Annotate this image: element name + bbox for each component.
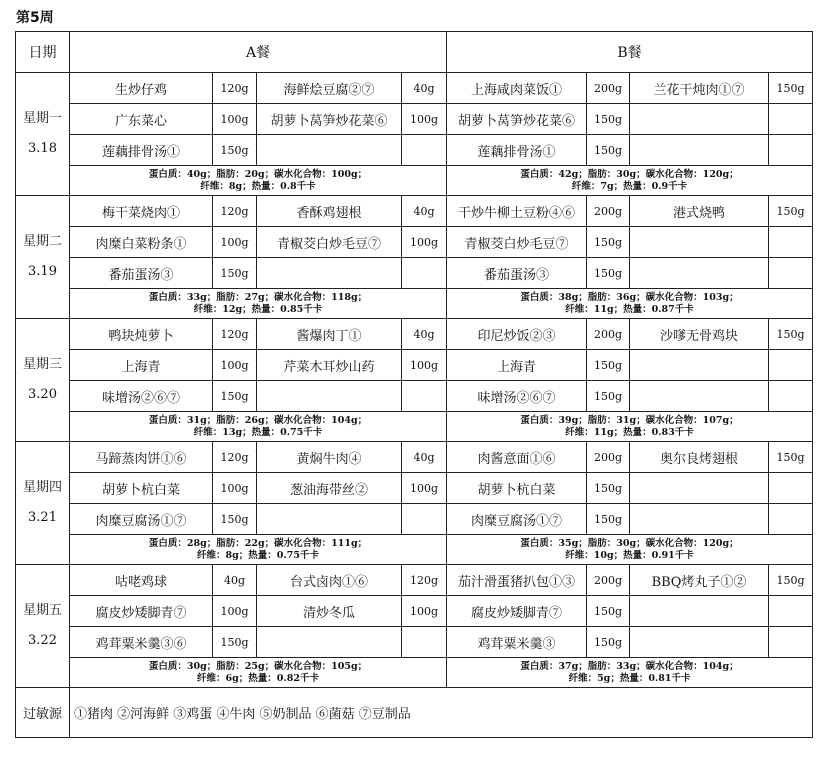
nutrition-line-1: 蛋白质：39g；脂肪：31g；碳水化合物：107g； <box>520 414 739 426</box>
dish-row <box>16 596 813 627</box>
dish-row <box>16 442 813 473</box>
nutrition-line-1: 蛋白质：31g；脂肪：26g；碳水化合物：104g； <box>148 414 368 426</box>
dish-cell: 腐皮炒矮脚青⑦ <box>447 596 587 627</box>
nutrition-b <box>447 658 813 688</box>
portion-cell: 150g <box>213 135 257 166</box>
nutrition-b <box>447 412 813 442</box>
portion-cell <box>769 627 813 658</box>
dish-cell <box>257 381 402 412</box>
dish-cell: 胡萝卜杭白菜 <box>447 473 587 504</box>
dish-cell: 酱爆肉丁① <box>257 319 402 350</box>
portion-cell: 150g <box>213 381 257 412</box>
dish-cell <box>630 258 769 289</box>
dish-cell: 广东菜心 <box>70 104 213 135</box>
dish-cell: 味增汤②⑥⑦ <box>70 381 213 412</box>
dish-cell: 胡萝卜莴笋炒花菜⑥ <box>257 104 402 135</box>
portion-cell: 100g <box>213 596 257 627</box>
portion-cell <box>769 381 813 412</box>
nutrition-line-2: 纤维：10g；热量：0.91千卡 <box>565 549 694 561</box>
dish-cell: 海鲜烩豆腐②⑦ <box>257 73 402 104</box>
dish-cell <box>257 504 402 535</box>
dish-cell: 奥尔良烤翅根 <box>630 442 769 473</box>
portion-cell: 150g <box>587 104 630 135</box>
dish-cell: 番茄蛋汤③ <box>70 258 213 289</box>
portion-cell: 100g <box>213 350 257 381</box>
portion-cell: 200g <box>587 73 630 104</box>
nutrition-line-1: 蛋白质：40g；脂肪：20g；碳水化合物：100g； <box>148 168 368 180</box>
portion-cell: 150g <box>587 504 630 535</box>
dish-cell <box>630 227 769 258</box>
portion-cell <box>402 135 447 166</box>
nutrition-line-1: 蛋白质：42g；脂肪：30g；碳水化合物：120g； <box>520 168 739 180</box>
dish-cell: 鸭块炖萝卜 <box>70 319 213 350</box>
portion-cell: 120g <box>213 319 257 350</box>
dish-cell: 腐皮炒矮脚青⑦ <box>70 596 213 627</box>
dish-cell: 上海青 <box>70 350 213 381</box>
day-cell <box>16 319 70 442</box>
portion-cell <box>769 596 813 627</box>
portion-cell: 40g <box>402 442 447 473</box>
dish-cell <box>630 596 769 627</box>
allergen-list: ①猪肉 ②河海鲜 ③鸡蛋 ④牛肉 ⑤奶制品 ⑥菌菇 ⑦豆制品 <box>70 688 813 738</box>
allergen-row <box>16 688 813 738</box>
weekday-label: 星期四 <box>22 480 62 495</box>
portion-cell: 40g <box>402 196 447 227</box>
dish-cell <box>630 473 769 504</box>
portion-cell: 100g <box>402 473 447 504</box>
nutrition-line-1: 蛋白质：37g；脂肪：33g；碳水化合物：104g； <box>520 660 739 672</box>
dish-cell: 鸡茸粟米羹③⑥ <box>70 627 213 658</box>
portion-cell: 40g <box>213 565 257 596</box>
menu-table <box>15 31 813 738</box>
nutrition-line-1: 蛋白质：35g；脂肪：30g；碳水化合物：120g； <box>520 537 739 549</box>
portion-cell: 120g <box>213 196 257 227</box>
portion-cell: 120g <box>402 565 447 596</box>
dish-cell <box>630 135 769 166</box>
portion-cell: 150g <box>769 196 813 227</box>
dish-row <box>16 565 813 596</box>
portion-cell: 150g <box>587 381 630 412</box>
portion-cell: 100g <box>402 596 447 627</box>
portion-cell: 40g <box>402 73 447 104</box>
dish-cell: 黄焖牛肉④ <box>257 442 402 473</box>
dish-row <box>16 319 813 350</box>
dish-row <box>16 104 813 135</box>
dish-cell: 沙嗲无骨鸡块 <box>630 319 769 350</box>
portion-cell: 100g <box>213 227 257 258</box>
nutrition-line-2: 纤维：12g；热量：0.85千卡 <box>193 303 323 315</box>
allergen-label: 过敏源 <box>16 688 70 738</box>
date-label: 3.21 <box>28 510 57 525</box>
dish-cell: 台式卤肉①⑥ <box>257 565 402 596</box>
header-a-meal: A餐 <box>70 32 447 73</box>
dish-cell: 肉糜白菜粉条① <box>70 227 213 258</box>
portion-cell: 150g <box>769 565 813 596</box>
dish-cell: 马蹄蒸肉饼①⑥ <box>70 442 213 473</box>
nutrition-line-2: 纤维：13g；热量：0.75千卡 <box>193 426 323 438</box>
dish-cell: 清炒冬瓜 <box>257 596 402 627</box>
dish-cell: 番茄蛋汤③ <box>447 258 587 289</box>
dish-cell: 胡萝卜莴笋炒花菜⑥ <box>447 104 587 135</box>
nutrition-a <box>70 658 447 688</box>
dish-cell: 青椒茭白炒毛豆⑦ <box>257 227 402 258</box>
portion-cell: 200g <box>587 442 630 473</box>
portion-cell: 150g <box>213 627 257 658</box>
portion-cell <box>769 473 813 504</box>
day-cell <box>16 565 70 688</box>
dish-cell: 上海青 <box>447 350 587 381</box>
dish-cell: 鸡茸粟米羹③ <box>447 627 587 658</box>
dish-cell: 生炒仔鸡 <box>70 73 213 104</box>
portion-cell <box>769 258 813 289</box>
nutrition-b <box>447 166 813 196</box>
nutrition-b <box>447 289 813 319</box>
dish-cell: 上海咸肉菜饭① <box>447 73 587 104</box>
portion-cell: 150g <box>769 319 813 350</box>
dish-cell <box>257 258 402 289</box>
dish-cell <box>630 627 769 658</box>
portion-cell: 100g <box>402 350 447 381</box>
portion-cell: 150g <box>587 135 630 166</box>
dish-cell <box>630 350 769 381</box>
portion-cell <box>402 258 447 289</box>
day-cell <box>16 196 70 319</box>
nutrition-a <box>70 289 447 319</box>
dish-cell: 葱油海带丝② <box>257 473 402 504</box>
portion-cell: 150g <box>769 442 813 473</box>
day-cell <box>16 442 70 565</box>
portion-cell: 150g <box>587 227 630 258</box>
nutrition-line-1: 蛋白质：28g；脂肪：22g；碳水化合物：111g； <box>148 537 368 549</box>
portion-cell: 100g <box>402 227 447 258</box>
weekday-label: 星期二 <box>22 234 62 249</box>
portion-cell: 100g <box>213 104 257 135</box>
dish-cell: 茄汁滑蛋猪扒包①③ <box>447 565 587 596</box>
dish-row <box>16 504 813 535</box>
dish-row <box>16 73 813 104</box>
dish-row <box>16 381 813 412</box>
nutrition-row <box>16 166 813 196</box>
weekday-label: 星期五 <box>22 603 62 618</box>
date-label: 3.20 <box>28 387 57 402</box>
dish-cell: 莲藕排骨汤① <box>447 135 587 166</box>
portion-cell: 120g <box>213 442 257 473</box>
nutrition-row <box>16 535 813 565</box>
nutrition-line-2: 纤维：6g；热量：0.82千卡 <box>197 672 319 684</box>
dish-cell: 梅干菜烧肉① <box>70 196 213 227</box>
nutrition-line-1: 蛋白质：30g；脂肪：25g；碳水化合物：105g； <box>148 660 368 672</box>
week-title: 第5周 <box>16 10 54 26</box>
header-date: 日期 <box>16 32 70 73</box>
portion-cell: 120g <box>213 73 257 104</box>
nutrition-row <box>16 412 813 442</box>
nutrition-line-1: 蛋白质：38g；脂肪：36g；碳水化合物：103g； <box>520 291 739 303</box>
portion-cell: 100g <box>213 473 257 504</box>
dish-cell: BBQ烤丸子①② <box>630 565 769 596</box>
dish-cell: 芹菜木耳炒山药 <box>257 350 402 381</box>
dish-cell: 肉酱意面①⑥ <box>447 442 587 473</box>
dish-cell: 印尼炒饭②③ <box>447 319 587 350</box>
nutrition-line-1: 蛋白质：33g；脂肪：27g；碳水化合物：118g； <box>148 291 368 303</box>
nutrition-row <box>16 289 813 319</box>
dish-cell <box>630 381 769 412</box>
nutrition-b <box>447 535 813 565</box>
dish-cell: 香酥鸡翅根 <box>257 196 402 227</box>
portion-cell: 150g <box>213 504 257 535</box>
portion-cell: 150g <box>587 258 630 289</box>
dish-cell: 肉糜豆腐汤①⑦ <box>70 504 213 535</box>
dish-cell: 咕咾鸡球 <box>70 565 213 596</box>
portion-cell: 150g <box>769 73 813 104</box>
dish-cell <box>257 135 402 166</box>
nutrition-line-2: 纤维：7g；热量：0.9千卡 <box>571 180 688 192</box>
date-label: 3.22 <box>28 633 57 648</box>
dish-row <box>16 473 813 504</box>
dish-cell <box>630 504 769 535</box>
header-b-meal: B餐 <box>447 32 813 73</box>
nutrition-line-2: 纤维：11g；热量：0.87千卡 <box>565 303 694 315</box>
nutrition-a <box>70 166 447 196</box>
portion-cell <box>402 381 447 412</box>
nutrition-line-2: 纤维：5g；热量：0.81千卡 <box>568 672 691 684</box>
portion-cell <box>402 504 447 535</box>
dish-cell: 兰花干炖肉①⑦ <box>630 73 769 104</box>
dish-row <box>16 258 813 289</box>
nutrition-a <box>70 535 447 565</box>
portion-cell <box>769 135 813 166</box>
portion-cell <box>769 350 813 381</box>
dish-cell: 干炒牛柳土豆粉④⑥ <box>447 196 587 227</box>
portion-cell: 40g <box>402 319 447 350</box>
dish-cell: 味增汤②⑥⑦ <box>447 381 587 412</box>
dish-cell: 莲藕排骨汤① <box>70 135 213 166</box>
nutrition-line-2: 纤维：8g；热量：0.75千卡 <box>197 549 319 561</box>
dish-row <box>16 227 813 258</box>
dish-cell: 胡萝卜杭白菜 <box>70 473 213 504</box>
nutrition-a <box>70 412 447 442</box>
dish-cell <box>630 104 769 135</box>
dish-row <box>16 135 813 166</box>
portion-cell: 150g <box>587 473 630 504</box>
portion-cell: 150g <box>587 350 630 381</box>
header-row <box>16 32 813 73</box>
dish-cell: 青椒茭白炒毛豆⑦ <box>447 227 587 258</box>
day-cell <box>16 73 70 196</box>
portion-cell: 200g <box>587 565 630 596</box>
portion-cell <box>769 504 813 535</box>
portion-cell: 100g <box>402 104 447 135</box>
dish-row <box>16 196 813 227</box>
portion-cell: 150g <box>587 627 630 658</box>
dish-row <box>16 627 813 658</box>
nutrition-line-2: 纤维：8g；热量：0.8千卡 <box>200 180 316 192</box>
portion-cell: 150g <box>587 596 630 627</box>
portion-cell <box>769 104 813 135</box>
dish-cell: 肉糜豆腐汤①⑦ <box>447 504 587 535</box>
dish-row <box>16 350 813 381</box>
weekday-label: 星期一 <box>22 111 62 126</box>
nutrition-line-2: 纤维：11g；热量：0.83千卡 <box>565 426 694 438</box>
date-label: 3.18 <box>28 141 57 156</box>
dish-cell <box>257 627 402 658</box>
portion-cell: 200g <box>587 196 630 227</box>
weekday-label: 星期三 <box>22 357 62 372</box>
portion-cell <box>769 227 813 258</box>
portion-cell: 200g <box>587 319 630 350</box>
nutrition-row <box>16 658 813 688</box>
dish-cell: 港式烧鸭 <box>630 196 769 227</box>
date-label: 3.19 <box>28 264 57 279</box>
portion-cell <box>402 627 447 658</box>
portion-cell: 150g <box>213 258 257 289</box>
